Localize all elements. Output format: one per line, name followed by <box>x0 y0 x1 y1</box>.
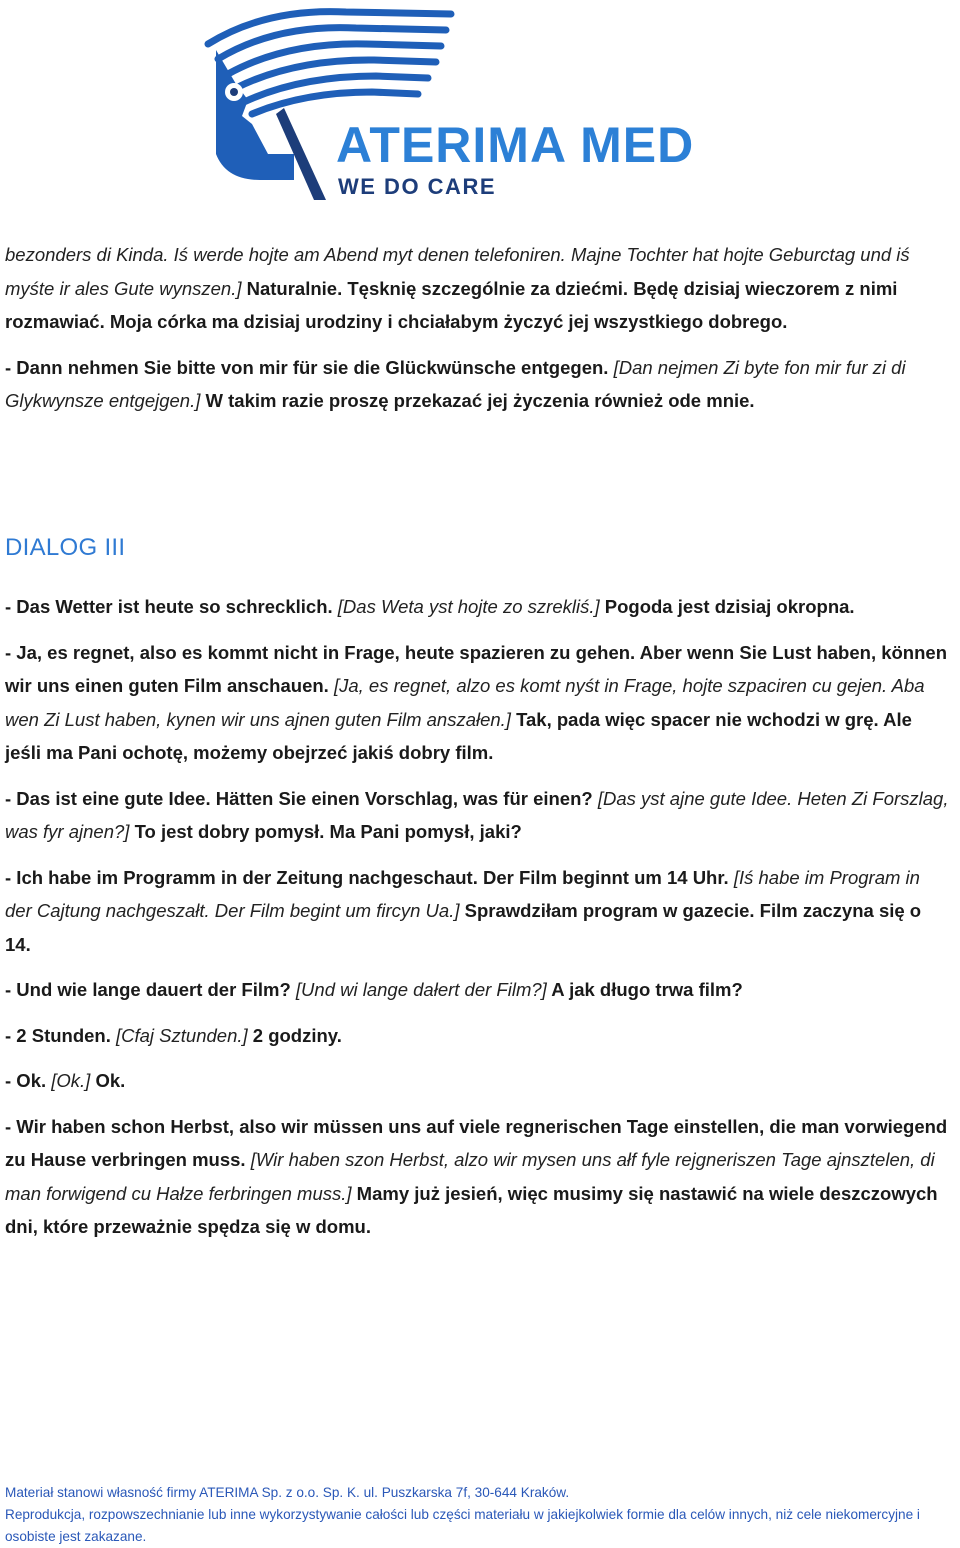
phrase-text: - Das ist eine gute Idee. Hätten Sie einen Vorschlag, was für einen? <box>5 787 598 809</box>
phrase-text: - Ich habe im Programm in der Zeitung nachgeschaut. Der Film beginnt um 14 Uhr. <box>5 866 734 888</box>
pronunciation-text: [Iś habe im Program in der Cajtung nachgeszałt. Der Film begint um fircyn Ua.] <box>5 866 920 921</box>
pronunciation-text: [Ok.] <box>51 1070 91 1091</box>
phrase-text: W takim razie proszę przekazać jej życzenia również ode mnie. <box>200 390 755 411</box>
phrase-text: - Wir haben schon Herbst, also wir müssen uns auf viele regnerischen Tage einstellen, die man vorwiegend zu Hause verbringen muss. <box>5 1115 948 1170</box>
pronunciation-text: [Dan nejmen Zi byte fon mir fur zi di Glykwynsze entgejgen.] <box>5 356 906 411</box>
phrase-text: - Das Wetter ist heute so schrecklich. <box>5 596 338 617</box>
phrase-text: 2 godziny. <box>247 1024 342 1046</box>
phrase-text: Naturalnie. Tęsknię szczególnie za dziećmi. Będę dzisiaj wieczorem z nimi rozmawiać. Moja córka ma dzisiaj urodziny i chciałabym życzyć jej wszystkiego dobrego. <box>5 277 898 332</box>
intro-block <box>5 238 950 418</box>
phrase-text: A jak długo trwa film? <box>546 979 743 1000</box>
phrase-text: To jest dobry pomysł. Ma Pani pomysł, jaki? <box>129 821 522 842</box>
footer <box>5 1482 955 1548</box>
phrase-text: Pogoda jest dzisiaj okropna. <box>599 596 855 617</box>
pronunciation-text: [Und wi lange dałert der Film?] <box>295 979 547 1000</box>
logo-brand-text: ATERIMA MED <box>336 117 695 173</box>
logo-tagline-text: WE DO CARE <box>338 174 496 199</box>
pronunciation-text: [Cfaj Sztunden.] <box>116 1024 248 1046</box>
phrase-text: Mamy już jesień, więc musimy się nastawić na wiele deszczowych dni, które przeważnie spędza się w domu. <box>5 1182 938 1237</box>
phrase-text: Ok. <box>90 1070 126 1091</box>
phrase-text: Tak, pada więc spacer nie wchodzi w grę. Ale jeśli ma Pani ochotę, możemy obejrzeć jakiś dobry film. <box>5 708 912 763</box>
phrase-text: - Und wie lange dauert der Film? <box>5 979 296 1000</box>
dialog-heading: DIALOG III <box>5 534 126 561</box>
paragraph <box>5 1064 950 1098</box>
pronunciation-text: bezonders di Kinda. Iś werde hojte am Abend myt denen telefoniren. Majne Tochter hat hojte Geburctag und iś myśte ir ales Gute wynszen.] <box>5 244 910 299</box>
pronunciation-text: [Das yst ajne gute Idee. Heten Zi Forszlag, was fyr ajnen?] <box>5 787 949 842</box>
paragraph <box>5 782 950 849</box>
dialog-block <box>5 590 950 1244</box>
logo-emblem-icon <box>196 4 776 200</box>
pronunciation-text: [Ja, es regnet, alzo es komt nyśt in Frage, hojte szpaciren cu gejen. Aba wen Zi Lust haben, kynen wir uns ajnen guten Film anszałen.] <box>5 675 925 730</box>
phrase-text: - Dann nehmen Sie bitte von mir für sie die Glückwünsche entgegen. <box>5 356 614 378</box>
paragraph <box>5 351 950 418</box>
phrase-text: Sprawdziłam program w gazecie. Film zaczyna się o 14. <box>5 900 922 955</box>
footer-ownership: Materiał stanowi własność firmy ATERIMA Sp. z o.o. Sp. K. ul. Puszkarska 7f, 30-644 Kraków. <box>5 1485 570 1500</box>
phrase-text: - Ja, es regnet, also es kommt nicht in Frage, heute spazieren zu gehen. Aber wenn Sie Lust haben, können wir uns einen guten Film anschauen. <box>5 641 948 696</box>
paragraph <box>5 1019 950 1053</box>
phrase-text: - Ok. <box>5 1070 52 1091</box>
paragraph <box>5 1110 950 1244</box>
paragraph <box>5 590 950 624</box>
paragraph <box>5 238 950 339</box>
aterima-med-logo <box>196 4 776 200</box>
paragraph <box>5 861 950 962</box>
paragraph <box>5 636 950 770</box>
pronunciation-text: [Wir haben szon Herbst, alzo wir mysen uns ałf fyle rejgneriszen Tage ajnsztelen, di man forwigend cu Hałze ferbringen muss.] <box>5 1149 935 1204</box>
phrase-text: - 2 Stunden. <box>5 1024 116 1046</box>
paragraph <box>5 973 950 1007</box>
footer-copyright: Reprodukcja, rozpowszechnianie lub inne wykorzystywanie całości lub części materiału w jakiejkolwiek formie dla celów innych, niż cele niekomercyjne i osobiste jest zakazane. <box>5 1507 920 1544</box>
pronunciation-text: [Das Weta yst hojte zo szrekliś.] <box>337 596 600 617</box>
